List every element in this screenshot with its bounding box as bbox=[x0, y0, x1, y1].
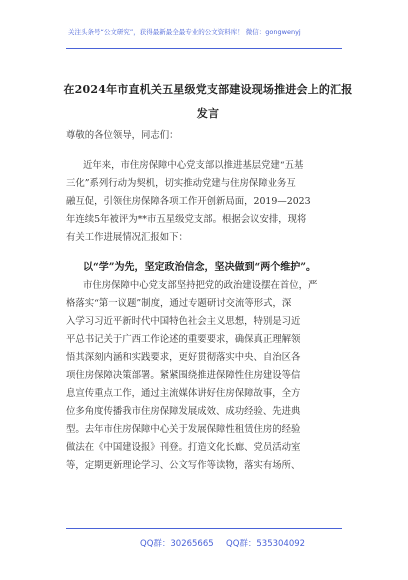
document-title-continued: 发言 bbox=[196, 107, 220, 120]
page-footer bbox=[0, 525, 408, 580]
paragraph-line: 近年来，市住房保障中心党支部以推进基层党建“五基 bbox=[83, 160, 304, 171]
paragraph-line: 入学习习近平新时代中国特色社会主义思想，特别是习近 bbox=[66, 316, 301, 327]
paragraph-line: 格落实“第一议题”制度，通过专题研讨交流等形式，深 bbox=[66, 298, 292, 309]
section-heading: 以“学”为先，坚定政治信念，坚决做到“两个维护”。 bbox=[83, 262, 317, 273]
paragraph-line: 做法在《中国建设报》刊登。打造文化长廊、党员活动室 bbox=[66, 442, 301, 453]
paragraph-line: 息宣传重点工作，通过主流媒体讲好住房保障故事，全方 bbox=[66, 388, 301, 399]
paragraph-line: 悟其深刻内涵和实践要求，更好贯彻落实中央、自治区各 bbox=[66, 352, 301, 363]
header-promo-text: 关注头条号“公文研究”，获得最新最全最专业的公文资料库！ 微信：gongwenyj bbox=[68, 28, 301, 36]
paragraph-line: 有关工作进展情况汇报如下： bbox=[66, 232, 188, 243]
paragraph-line: 年连续5年被评为**市五星级党支部。根据会议安排，现将 bbox=[66, 214, 307, 225]
paragraph-line: 项住房保障决策部署。紧紧围绕推进保障性住房建设等信 bbox=[66, 370, 301, 381]
footer-divider bbox=[66, 528, 342, 529]
paragraph-line: 位多角度传播我市住房保障发展成效、成功经验、先进典 bbox=[66, 406, 301, 417]
paragraph-line: 型。去年市住房保障中心关于发展保障性租赁住房的经验 bbox=[66, 424, 301, 435]
paragraph-line: 平总书记关于广西工作论述的重要要求，确保真正理解领 bbox=[66, 334, 301, 345]
header-divider bbox=[66, 48, 342, 49]
paragraph-line: 融互促，引领住房保障各项工作开创新局面，2019—2023 bbox=[66, 196, 311, 207]
salutation: 尊敬的各位领导，同志们： bbox=[66, 130, 179, 141]
footer-qq-group-1: QQ群：30265665 bbox=[140, 539, 214, 549]
footer-qq-group-2: QQ群：535304092 bbox=[226, 539, 306, 549]
paragraph-line: 市住房保障中心党支部坚持把党的政治建设摆在首位，严 bbox=[83, 280, 318, 291]
document-title: 在2024年市直机关五星级党支部建设现场推进会上的汇报 bbox=[63, 83, 353, 96]
page-header bbox=[0, 0, 408, 52]
paragraph-line: 三化”系列行动为契机，切实推动党建与住房保障业务互 bbox=[66, 178, 296, 189]
paragraph-line: 等，定期更新理论学习、公文写作等读物，落实有场所、 bbox=[66, 460, 301, 471]
